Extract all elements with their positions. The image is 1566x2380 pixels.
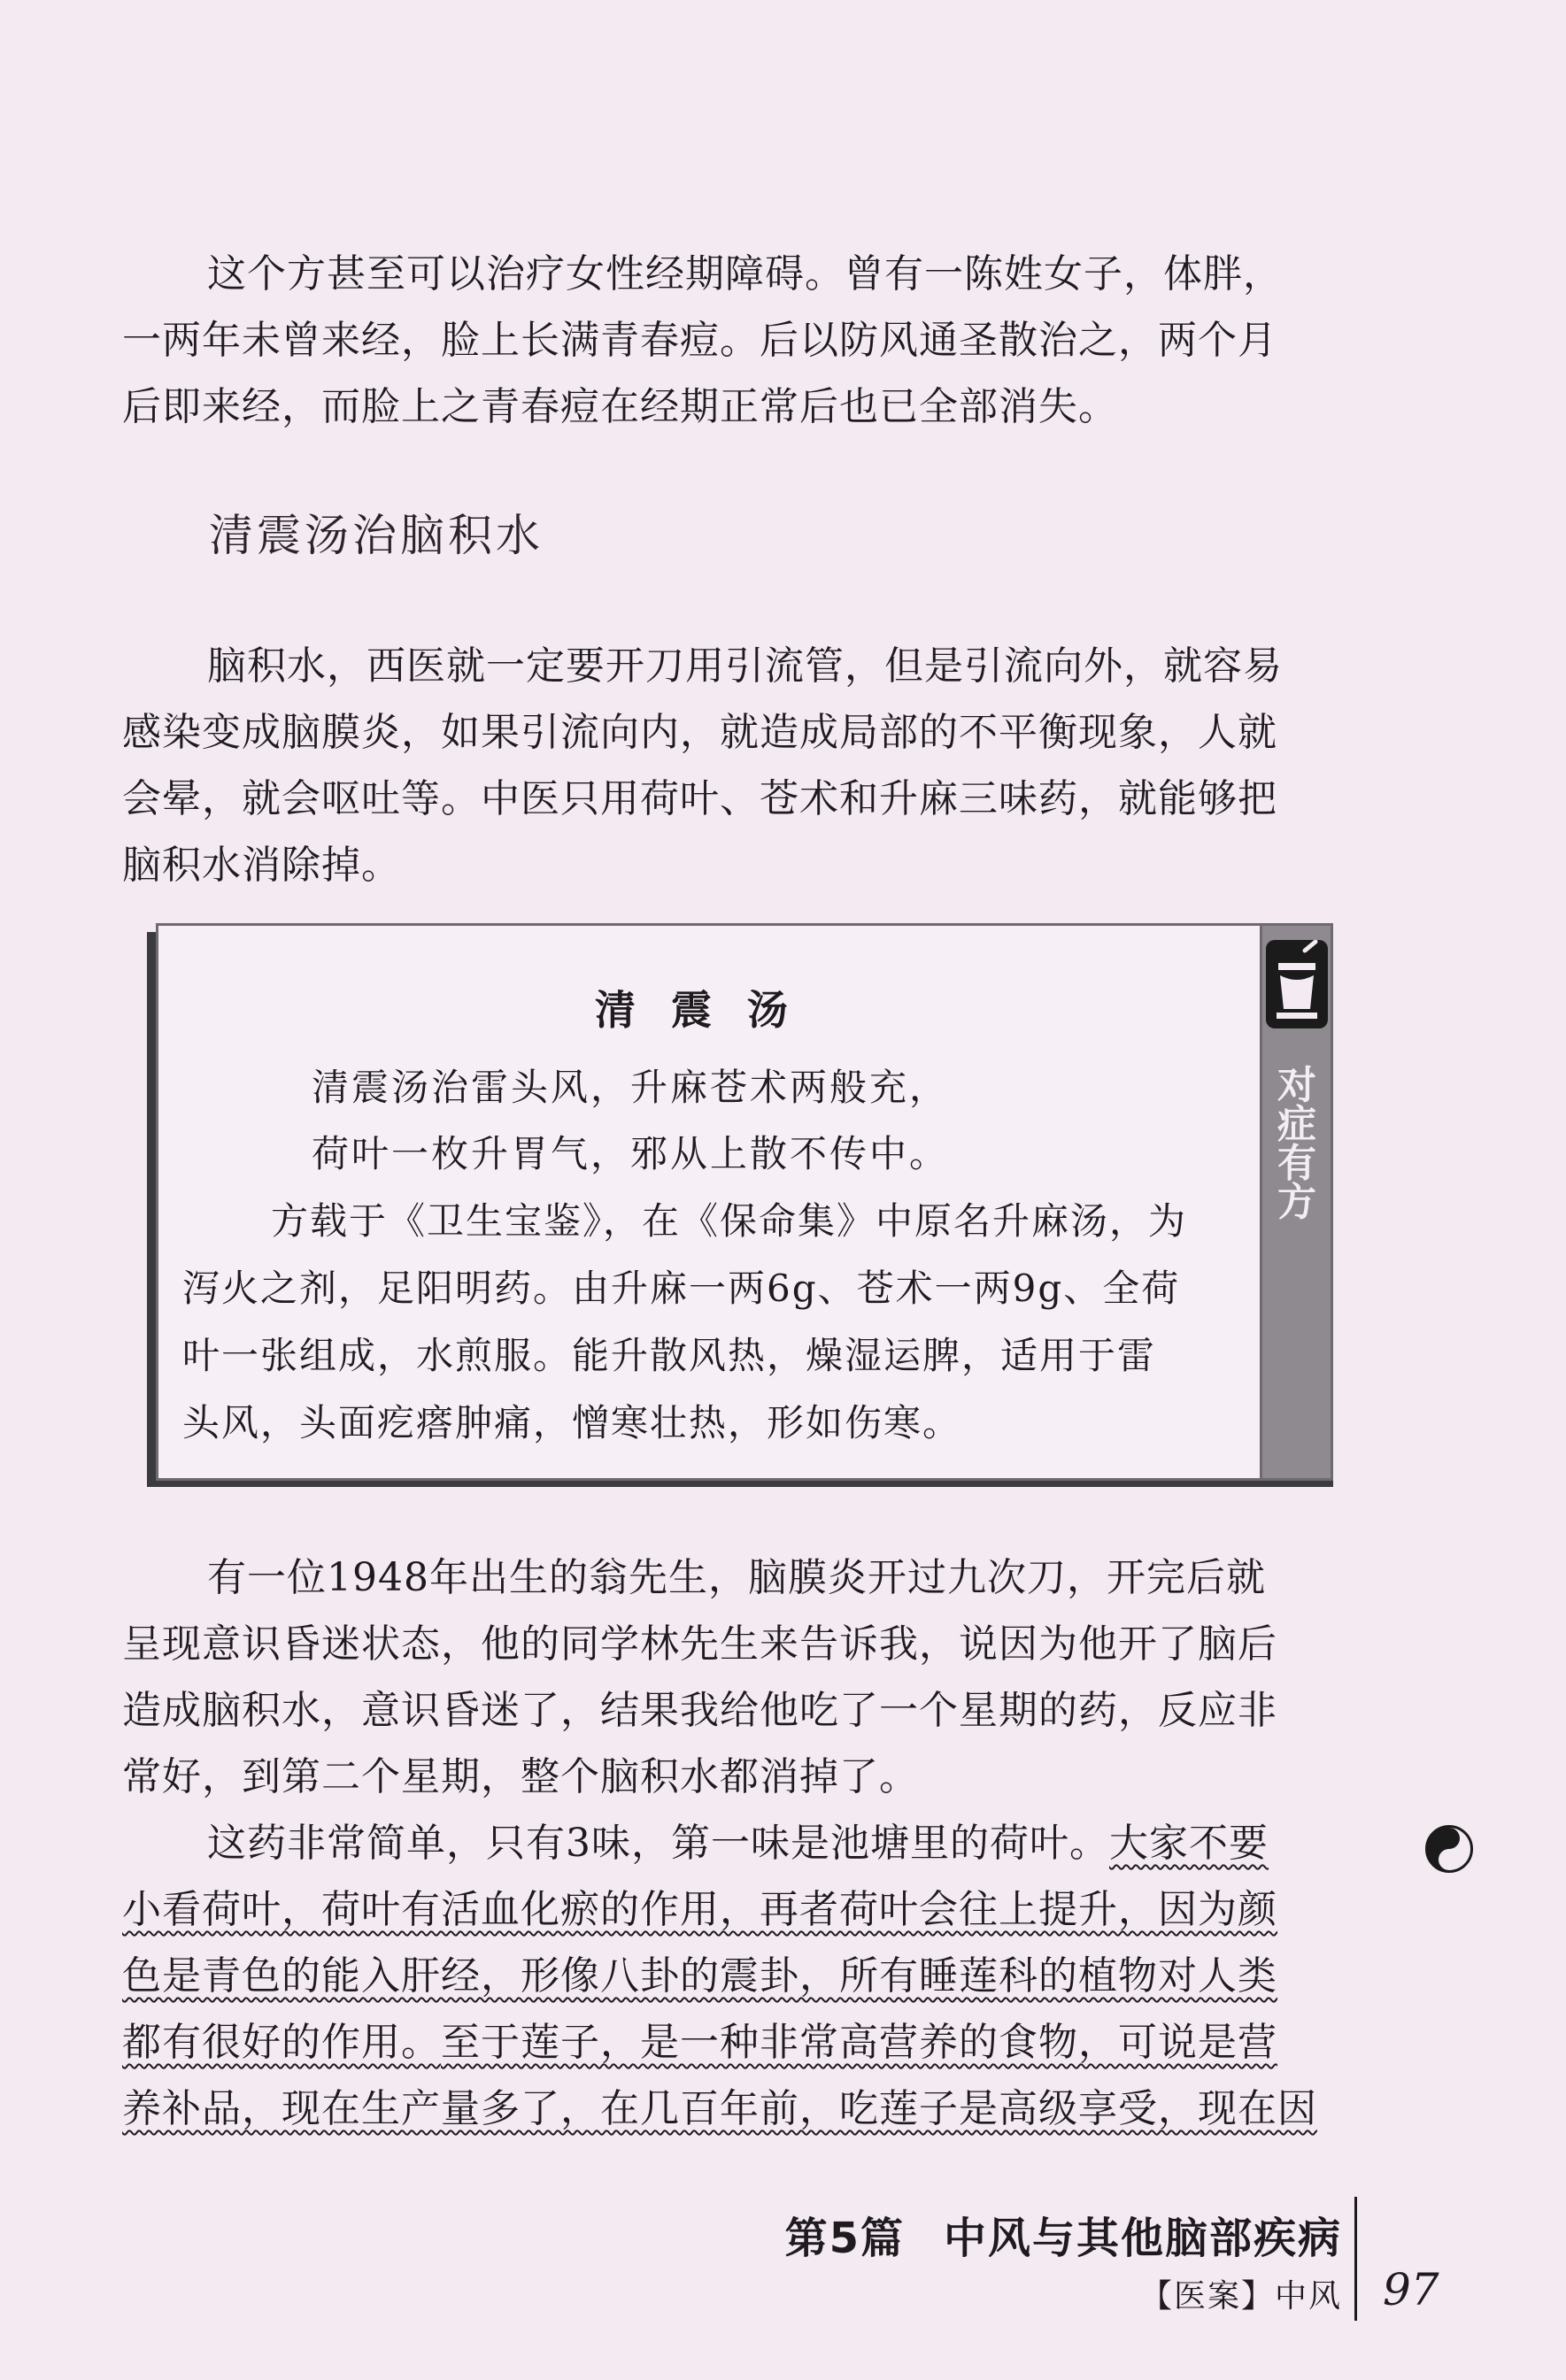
text-line: 有一位1948年出生的翁先生，脑膜炎开过九次刀，开完后就 [207,1555,1266,1600]
paragraph-menstrual-case [122,241,1360,440]
text-line: 脑积水消除掉。 [122,843,401,888]
text-line [122,1810,1360,1876]
chapter-title: 中风与其他脑部疾病 [943,2214,1342,2263]
text-line: 一两年未曾来经，脸上长满青春痘。后以防风通圣散治之，两个月 [122,318,1277,363]
formula-title: 清震汤 [595,986,823,1034]
text-line: 这个方甚至可以治疗女性经期障碍。曾有一陈姓女子，体胖， [207,251,1283,297]
wavy-underlined-text: 大家不要 [1109,1821,1269,1866]
footer-chapter-heading [785,2204,1342,2265]
formula-description [182,1188,1245,1457]
side-label-char: 有 [1277,1141,1316,1186]
paragraph-hydrocephalus-intro [122,633,1360,898]
page-number: 97 [1383,2264,1439,2315]
wavy-underlined-text: 小看荷叶，荷叶有活血化瘀的作用，再者荷叶会往上提升，因为颜 [122,1887,1277,1932]
text-line: 感染变成脑膜炎，如果引流向内，就造成局部的不平衡现象，人就 [122,710,1277,755]
text-line: 呈现意识昏迷状态，他的同学林先生来告诉我，说因为他开了脑后 [122,1621,1277,1667]
paragraph-lotus-leaf [122,1810,1360,2142]
text-line: 常好，到第二个星期，整个脑积水都消掉了。 [122,1754,919,1799]
wavy-underlined-text: 都有很好的作用。 [122,2020,441,2065]
wavy-underlined-text: 至于莲子，是一种非常高营养的食物，可说是营 [441,2020,1277,2065]
mortar-pestle-icon [1266,940,1328,1028]
wavy-underlined-text: 色是青色的能入肝经，形像八卦的震卦，所有睡莲科的植物对人类 [122,1953,1277,1999]
text-line: 脑积水，西医就一定要开刀用引流管，但是引流向外，就容易 [207,643,1283,689]
wavy-underlined-text: 养补品，现在生产量多了，在几百年前，吃莲子是高级享受，现在因 [122,2086,1317,2131]
text-line: 后即来经，而脸上之青春痘在经期正常后也已全部消失。 [122,384,1118,429]
text-line: 头风，头面疙瘩肿痛，憎寒壮热，形如伤寒。 [182,1401,962,1444]
text-line: 造成脑积水，意识昏迷了，结果我给他吃了一个星期的药，反应非 [122,1688,1277,1733]
text-line: 方载于《卫生宝鉴》，在《保命集》中原名升麻汤，为 [271,1199,1188,1243]
paragraph-weng-case [122,1544,1360,1810]
chapter-number: 第5篇 [784,2214,905,2263]
footer-section-label: 【医案】中风 [1139,2278,1342,2315]
text-line [122,2009,1360,2076]
formula-side-label [1270,1063,1323,1225]
side-label-char: 方 [1277,1180,1316,1225]
section-title: 清震汤治脑积水 [209,510,544,561]
text-line: 会晕，就会呕吐等。中医只用荷叶、苍术和升麻三味药，就能够把 [122,776,1277,821]
yin-yang-icon [1425,1825,1473,1873]
side-label-char: 对 [1277,1063,1316,1108]
plain-text: 这药非常简单，只有3味，第一味是池塘里的荷叶。 [207,1821,1109,1866]
footer-divider [1354,2197,1357,2321]
formula-verse-line: 清震汤治雷头风，升麻苍术两般充， [312,1066,950,1109]
formula-verse-line: 荷叶一枚升胃气，邪从上散不传中。 [312,1132,950,1175]
side-label-char: 症 [1277,1102,1316,1147]
text-line: 泻火之剂，足阳明药。由升麻一两6g、苍术一两9g、全荷 [182,1267,1181,1310]
text-line: 叶一张组成，水煎服。能升散风热，燥湿运脾，适用于雷 [182,1334,1157,1377]
